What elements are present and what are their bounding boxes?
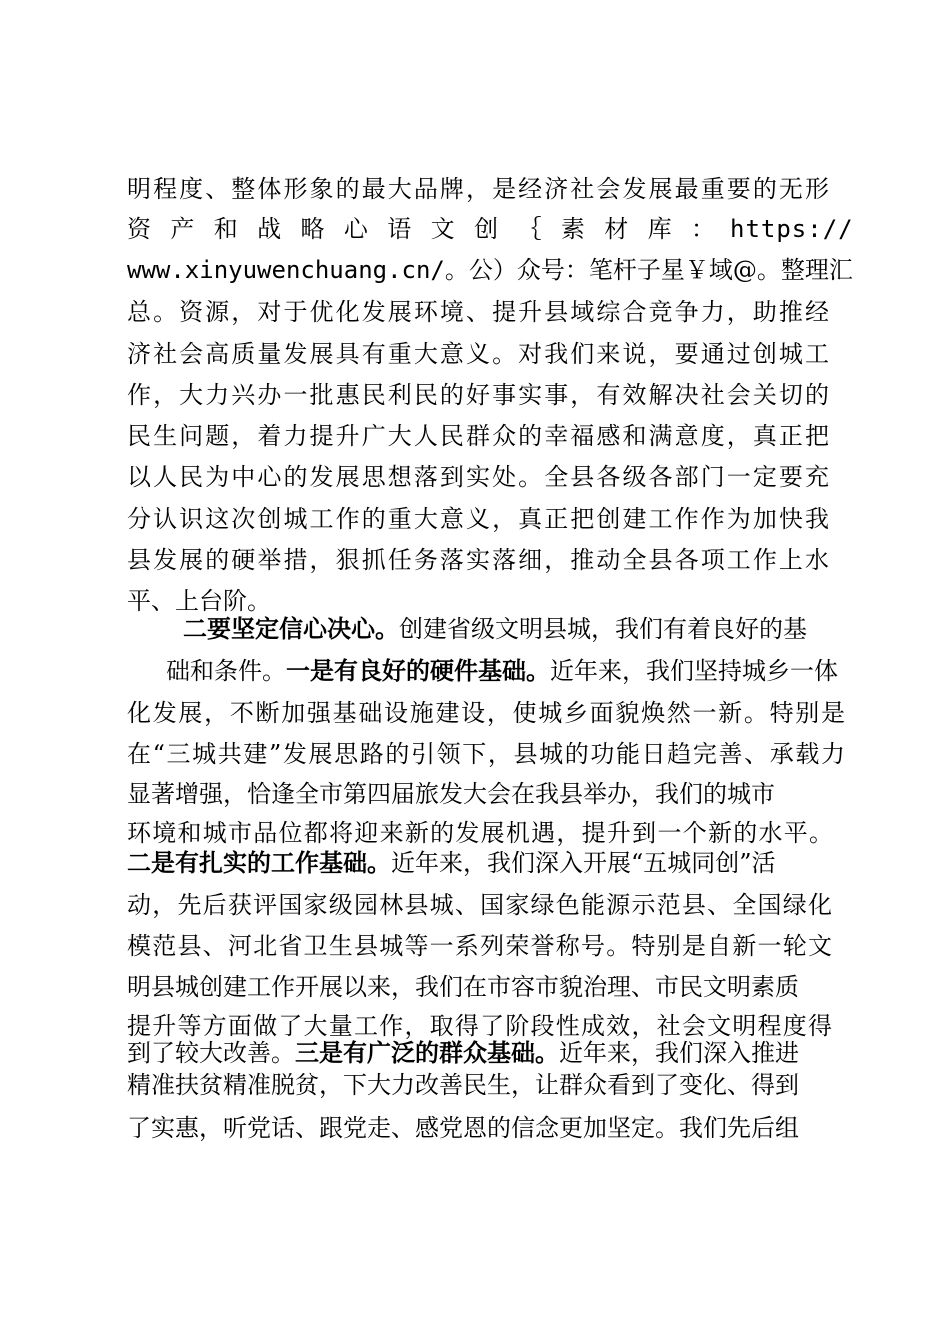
text-line: 县发展的硬举措，狠抓任务落实落细，推动全县各项工作上水 — [127, 546, 829, 574]
sub-heading: 三是有广泛的群众基础。 — [295, 1039, 559, 1067]
section-heading: 二要坚定信心决心。 — [183, 615, 399, 643]
text-segment: 创建省级文明县城，我们有着良好的基 — [399, 615, 807, 643]
text-line — [127, 1036, 799, 1070]
text-line: 精准扶贫精准脱贫，下大力改善民生，让群众看到了变化、得到 — [127, 1071, 799, 1099]
text-line: 平、上台阶。 — [127, 587, 271, 615]
text-line: 济社会高质量发展具有重大意义。对我们来说，要通过创城工 — [127, 340, 829, 368]
text-line: 民生问题，着力提升广大人民群众的幸福感和满意度，真正把 — [127, 422, 829, 450]
text-line — [127, 253, 853, 287]
text-line: 环境和城市品位都将迎来新的发展机遇，提升到一个新的水平。 — [127, 819, 833, 847]
text-line: 了实惠，听党话、跟党走、感党恩的信念更加坚定。我们先后组 — [127, 1114, 799, 1142]
text-line: 明县城创建工作开展以来，我们在市容市貌治理、市民文明素质 — [127, 973, 799, 1001]
text-line — [166, 654, 838, 688]
section-heading-line — [183, 612, 807, 646]
text-line: 资 产 和 战 略 心 语 文 创 ｛ 素 材 库 ： — [127, 215, 715, 243]
text-line: 总。资源，对于优化发展环境、提升县域综合竞争力，助推经 — [127, 298, 829, 326]
text-line: 以人民为中心的发展思想落到实处。全县各级各部门一定要充 — [127, 463, 829, 491]
text-segment: 公）众号：笔杆子星￥域@。整理汇 — [468, 256, 853, 284]
sub-heading: 二是有扎实的工作基础。 — [127, 849, 391, 877]
text-line: 模范县、河北省卫生县城等一系列荣誉称号。特别是自新一轮文 — [127, 932, 832, 960]
text-segment: 础和条件。 — [166, 657, 286, 685]
text-line: 动，先后获评国家级园林县城、国家绿色能源示范县、全国绿化 — [127, 891, 832, 919]
text-segment: 近年来，我们坚持城乡一体 — [550, 657, 838, 685]
url-text: www.xinyuwenchuang.cn/。 — [127, 256, 469, 284]
text-line: 显著增强，恰逢全市第四届旅发大会在我县举办，我们的城市 — [127, 780, 775, 808]
text-segment: 到了较大改善。 — [127, 1039, 295, 1067]
text-line: 分认识这次创城工作的重大意义，真正把创建工作作为加快我 — [127, 505, 829, 533]
text-line — [127, 846, 776, 880]
text-line: 明程度、整体形象的最大品牌，是经济社会发展最重要的无形 — [127, 175, 829, 203]
text-segment: 近年来，我们深入开展“五城同创”活 — [391, 849, 776, 877]
text-line: 提升等方面做了大量工作，取得了阶段性成效，社会文明程度得 — [127, 1012, 832, 1040]
text-line: https:// — [730, 215, 854, 243]
text-line: 在“三城共建”发展思路的引领下，县城的功能日趋完善、承载力 — [127, 740, 845, 768]
text-line: 化发展，不断加强基础设施建设，使城乡面貌焕然一新。特别是 — [127, 699, 845, 727]
sub-heading: 一是有良好的硬件基础。 — [286, 657, 550, 685]
text-line: 作，大力兴办一批惠民利民的好事实事，有效解决社会关切的 — [127, 381, 829, 409]
text-segment: 近年来，我们深入推进 — [559, 1039, 799, 1067]
